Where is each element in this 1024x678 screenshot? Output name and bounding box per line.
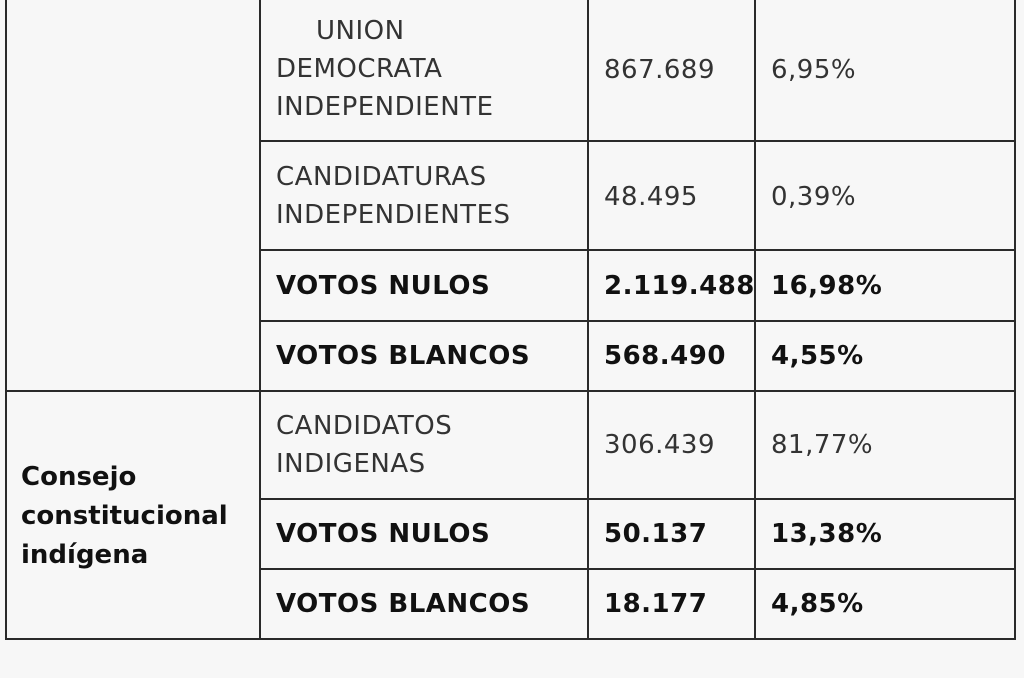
table-border-bottom: [5, 638, 1016, 640]
table-row-votes: 50.137: [604, 519, 708, 549]
table-row-votes: 306.439: [604, 430, 716, 460]
table-row-percent: 4,55%: [771, 341, 864, 371]
table-row-percent: 6,95%: [771, 55, 857, 85]
table-row-label: [276, 158, 511, 234]
table-row-votes: 568.490: [604, 341, 726, 371]
label-line: DEMOCRATA: [276, 54, 443, 84]
group-label-line: constitucional: [21, 501, 228, 531]
table-row-percent: 16,98%: [771, 271, 883, 301]
table-row-label: VOTOS NULOS: [276, 519, 491, 549]
label-line: INDEPENDIENTE: [276, 92, 494, 122]
group-label-line: indígena: [21, 540, 149, 570]
label-line: UNION: [316, 16, 405, 46]
label-line: INDEPENDIENTES: [276, 200, 511, 230]
table-row-percent: 81,77%: [771, 430, 874, 460]
row-divider: [259, 140, 1016, 142]
table-row-votes: 867.689: [604, 55, 716, 85]
row-divider: [259, 320, 1016, 322]
table-row-votes: 18.177: [604, 589, 708, 619]
table-row-votes: 2.119.488: [604, 271, 755, 301]
row-divider: [259, 498, 1016, 500]
table-row-label: [276, 12, 494, 126]
table-row-votes: 48.495: [604, 182, 698, 212]
table-row-label: VOTOS BLANCOS: [276, 341, 531, 371]
table-row-percent: 13,38%: [771, 519, 883, 549]
table-row-label: [276, 407, 452, 483]
table-row-label: VOTOS NULOS: [276, 271, 491, 301]
group-label-consejo: [21, 458, 228, 575]
table-row-percent: 4,85%: [771, 589, 864, 619]
group-divider: [5, 390, 1016, 392]
label-line: CANDIDATOS: [276, 411, 453, 441]
label-line: INDIGENAS: [276, 449, 426, 479]
table-row-label: VOTOS BLANCOS: [276, 589, 531, 619]
table-border-left: [5, 0, 7, 640]
label-line: CANDIDATURAS: [276, 162, 487, 192]
row-divider: [259, 568, 1016, 570]
table-row-percent: 0,39%: [771, 182, 857, 212]
row-divider: [259, 249, 1016, 251]
group-label-line: Consejo: [21, 462, 137, 492]
